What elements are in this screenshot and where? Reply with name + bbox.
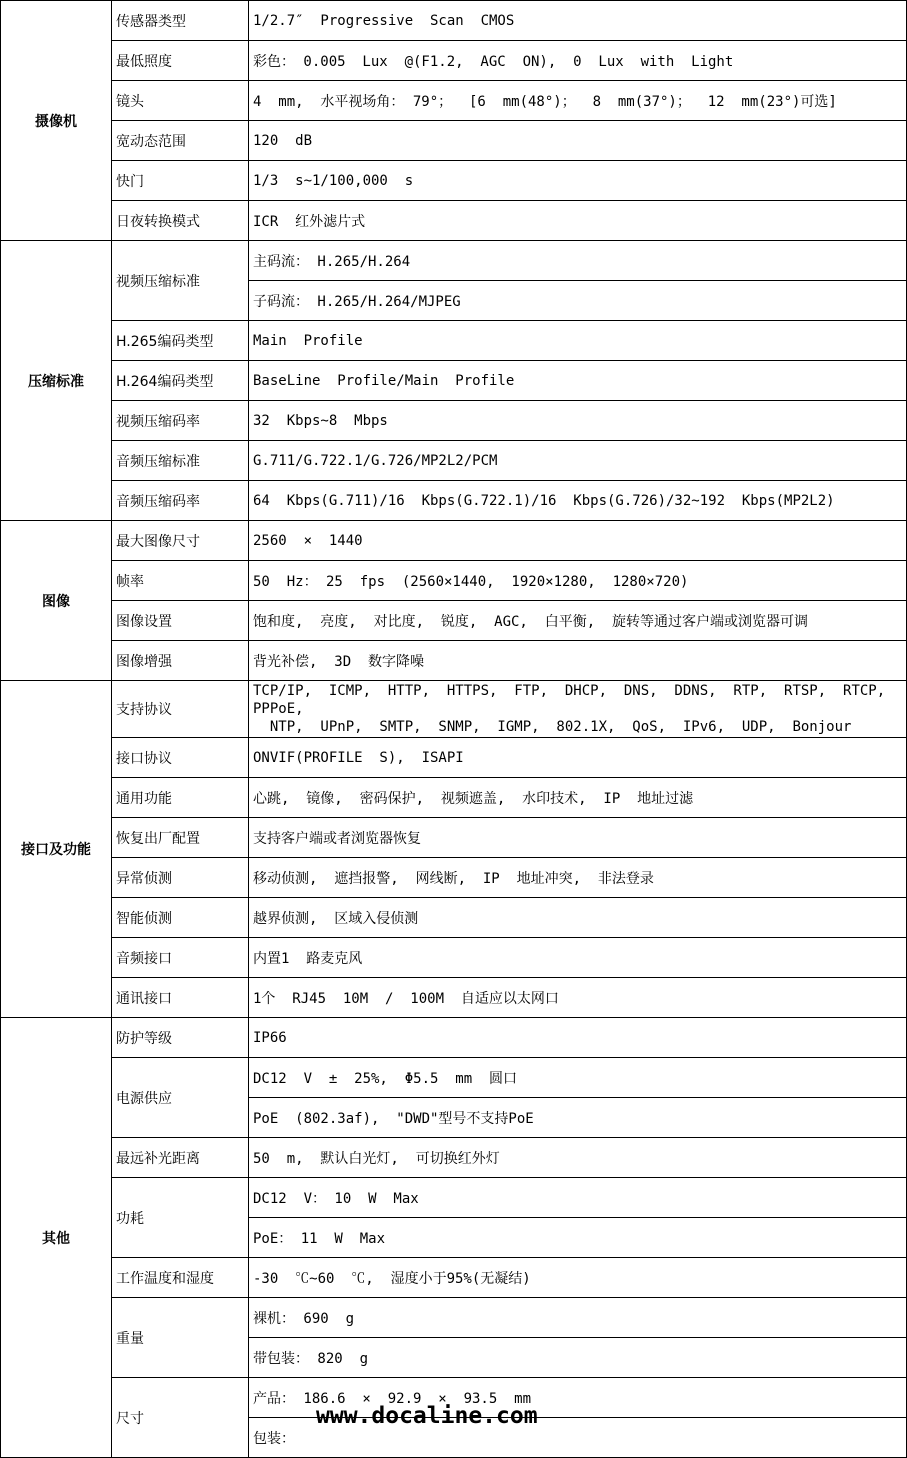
row-label: 支持协议 [112,681,249,738]
row-label: 最大图像尺寸 [112,521,249,561]
row-value: G.711/G.722.1/G.726/MP2L2/PCM [249,441,907,481]
table-row [1,978,907,1018]
row-value: 4 mm, 水平视场角： 79°； [6 mm(48°)； 8 mm(37°)； 12 mm(23°)可选] [249,81,907,121]
table-row [1,321,907,361]
table-row [1,521,907,561]
row-value: PoE： 11 W Max [249,1218,907,1258]
row-value: 产品： 186.6 × 92.9 × 93.5 mm [249,1378,907,1418]
row-label: 异常侦测 [112,858,249,898]
table-row [1,898,907,938]
row-label: 通讯接口 [112,978,249,1018]
row-value: ICR 红外滤片式 [249,201,907,241]
category-other: 其他 [1,1018,112,1458]
row-value: 移动侦测, 遮挡报警, 网线断, IP 地址冲突, 非法登录 [249,858,907,898]
row-label: H.264编码类型 [112,361,249,401]
category-interface: 接口及功能 [1,681,112,1018]
row-value: -30 ℃~60 ℃, 湿度小于95%(无凝结) [249,1258,907,1298]
row-value: 32 Kbps~8 Mbps [249,401,907,441]
watermark-text: www.docaline.com [316,1403,538,1429]
table-row [1,201,907,241]
row-label: 音频压缩标准 [112,441,249,481]
row-label: 重量 [112,1298,249,1378]
row-value: 心跳, 镜像, 密码保护, 视频遮盖, 水印技术, IP 地址过滤 [249,778,907,818]
table-row [1,441,907,481]
table-row [1,738,907,778]
table-row [1,818,907,858]
table-row [1,121,907,161]
table-row [1,1138,907,1178]
row-label: 恢复出厂配置 [112,818,249,858]
row-value: 120 dB [249,121,907,161]
row-value: 50 m, 默认白光灯, 可切换红外灯 [249,1138,907,1178]
category-image: 图像 [1,521,112,681]
table-row [1,1,907,41]
row-value: PoE (802.3af), "DWD"型号不支持PoE [249,1098,907,1138]
table-row [1,778,907,818]
table-row [1,1178,907,1218]
table-row [1,561,907,601]
row-label: 防护等级 [112,1018,249,1058]
row-value: Main Profile [249,321,907,361]
category-camera: 摄像机 [1,1,112,241]
table-row [1,641,907,681]
row-value: 主码流： H.265/H.264 [249,241,907,281]
row-value: 50 Hz： 25 fps (2560×1440, 1920×1280, 1280×720) [249,561,907,601]
row-label: 音频压缩码率 [112,481,249,521]
row-label: 宽动态范围 [112,121,249,161]
row-label: 通用功能 [112,778,249,818]
row-value: 支持客户端或者浏览器恢复 [249,818,907,858]
category-compression: 压缩标准 [1,241,112,521]
table-row [1,858,907,898]
table-row [1,41,907,81]
row-value: 带包装： 820 g [249,1338,907,1378]
row-label: 工作温度和湿度 [112,1258,249,1298]
table-row [1,481,907,521]
row-value: TCP/IP, ICMP, HTTP, HTTPS, FTP, DHCP, DNS, DDNS, RTP, RTSP, RTCP, PPPoE, NTP, UPnP, SMTP, SNMP, IGMP, 802.1X, QoS, IPv6, UDP, Bonjour [249,681,907,738]
table-row [1,938,907,978]
table-row [1,1258,907,1298]
row-label: 镜头 [112,81,249,121]
row-value: DC12 V ± 25%, Φ5.5 mm 圆口 [249,1058,907,1098]
table-row [1,161,907,201]
table-row [1,1298,907,1338]
row-value: 子码流： H.265/H.264/MJPEG [249,281,907,321]
row-value: IP66 [249,1018,907,1058]
row-value: 内置1 路麦克风 [249,938,907,978]
table-row [1,241,907,281]
row-value: 64 Kbps(G.711)/16 Kbps(G.722.1)/16 Kbps(G.726)/32~192 Kbps(MP2L2) [249,481,907,521]
table-row [1,1018,907,1058]
row-value: ONVIF(PROFILE S), ISAPI [249,738,907,778]
table-row [1,361,907,401]
table-row [1,401,907,441]
row-label: 电源供应 [112,1058,249,1138]
table-row [1,1058,907,1098]
table-row [1,601,907,641]
row-value: DC12 V： 10 W Max [249,1178,907,1218]
row-value: 1/2.7″ Progressive Scan CMOS [249,1,907,41]
row-label: 快门 [112,161,249,201]
row-value: 1/3 s~1/100,000 s [249,161,907,201]
row-label: 视频压缩码率 [112,401,249,441]
row-label: 视频压缩标准 [112,241,249,321]
row-value: 2560 × 1440 [249,521,907,561]
row-value: 1个 RJ45 10M / 100M 自适应以太网口 [249,978,907,1018]
row-label: 智能侦测 [112,898,249,938]
row-label: 最低照度 [112,41,249,81]
row-label: 图像设置 [112,601,249,641]
row-value: 彩色： 0.005 Lux @(F1.2, AGC ON), 0 Lux with Light [249,41,907,81]
row-value: 包装： [249,1418,907,1458]
row-label: 最远补光距离 [112,1138,249,1178]
table-row [1,681,907,738]
row-value: BaseLine Profile/Main Profile [249,361,907,401]
row-label: 功耗 [112,1178,249,1258]
row-value: 裸机： 690 g [249,1298,907,1338]
row-label: 帧率 [112,561,249,601]
row-label: 接口协议 [112,738,249,778]
row-value: 越界侦测, 区域入侵侦测 [249,898,907,938]
row-label: H.265编码类型 [112,321,249,361]
row-value: 背光补偿, 3D 数字降噪 [249,641,907,681]
row-label: 日夜转换模式 [112,201,249,241]
row-label: 图像增强 [112,641,249,681]
row-label: 尺寸 [112,1378,249,1458]
row-label: 传感器类型 [112,1,249,41]
row-value: 饱和度, 亮度, 对比度, 锐度, AGC, 白平衡, 旋转等通过客户端或浏览器可调 [249,601,907,641]
row-label: 音频接口 [112,938,249,978]
table-row [1,81,907,121]
